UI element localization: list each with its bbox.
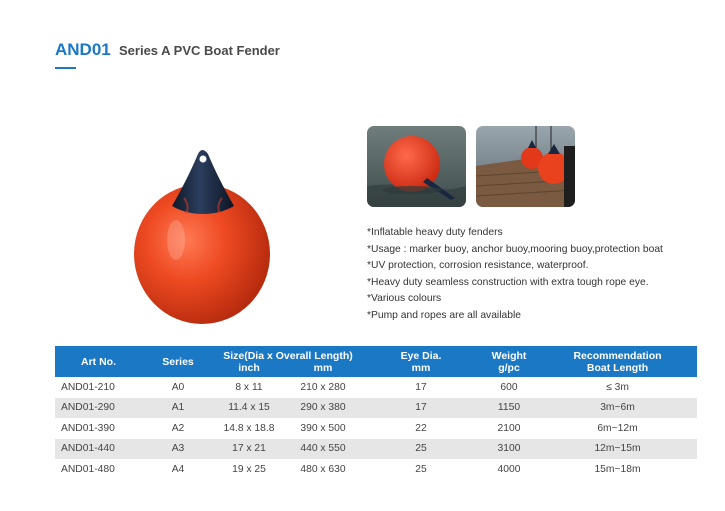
cell-weight: 2100	[480, 418, 538, 439]
header-weight-label: Weight	[491, 349, 527, 362]
cell-art-no: AND01-290	[55, 398, 142, 419]
cell-boat-length: 15m~18m	[538, 459, 697, 480]
feature-item: *Various colours	[367, 293, 442, 305]
cell-boat-length: 3m~6m	[538, 398, 697, 419]
cell-size-mm: 390 x 500	[284, 418, 362, 439]
cell-eye-dia: 22	[362, 418, 480, 439]
cell-series: A2	[142, 418, 214, 439]
cell-series: A0	[142, 377, 214, 398]
header-recommendation-label: Recommendation	[573, 349, 662, 362]
cell-size-inch: 8 x 11	[214, 377, 284, 398]
table-row	[55, 377, 697, 398]
header-eye-unit: mm	[411, 361, 431, 374]
header-size-mm: mm	[313, 361, 333, 374]
cell-size-mm: 440 x 550	[284, 439, 362, 460]
table-row	[55, 398, 697, 419]
cell-size-inch: 17 x 21	[214, 439, 284, 460]
cell-art-no: AND01-440	[55, 439, 142, 460]
product-code: AND01	[55, 40, 111, 59]
header-size-label: Size(Dia x Overall Length)	[223, 349, 353, 362]
header-size-inch: inch	[238, 361, 260, 374]
buoys-at-dock-photo	[476, 126, 575, 207]
spec-table	[55, 346, 697, 480]
cell-series: A1	[142, 398, 214, 419]
cell-boat-length: ≤ 3m	[538, 377, 697, 398]
cell-size-inch: 14.8 x 18.8	[214, 418, 284, 439]
fender-image	[128, 142, 278, 332]
feature-item: *Inflatable heavy duty fenders	[367, 227, 503, 238]
product-title: Series A PVC Boat Fender	[119, 43, 280, 58]
feature-item: *UV protection, corrosion resistance, waterproof.	[367, 260, 589, 272]
header-eye-dia	[362, 346, 480, 377]
header-eye-label: Eye Dia.	[400, 349, 442, 362]
cell-weight: 4000	[480, 459, 538, 480]
cell-art-no: AND01-480	[55, 459, 142, 480]
cell-size-mm: 290 x 380	[284, 398, 362, 419]
header-boat-length: Boat Length	[586, 361, 649, 374]
feature-item: *Pump and ropes are all available	[367, 309, 521, 321]
header-weight	[480, 346, 538, 377]
cell-eye-dia: 25	[362, 439, 480, 460]
table-row	[55, 459, 697, 480]
header-series: Series	[142, 346, 214, 377]
header-recommendation	[538, 346, 697, 377]
cell-art-no: AND01-390	[55, 418, 142, 439]
cell-size-mm: 480 x 630	[284, 459, 362, 480]
cell-series: A4	[142, 459, 214, 480]
header-art-no: Art No.	[55, 346, 142, 377]
cell-size-inch: 11.4 x 15	[214, 398, 284, 419]
header-size	[214, 346, 362, 377]
table-row	[55, 418, 697, 439]
cell-eye-dia: 17	[362, 377, 480, 398]
table-row	[55, 439, 697, 460]
feature-item: *Usage : marker buoy, anchor buoy,mooring buoy,protection boat	[367, 243, 663, 255]
cell-weight: 3100	[480, 439, 538, 460]
buoy-on-water-photo	[367, 126, 466, 207]
cell-art-no: AND01-210	[55, 377, 142, 398]
table-header-row	[55, 346, 697, 377]
title-underline	[55, 67, 76, 69]
cell-eye-dia: 25	[362, 459, 480, 480]
cell-eye-dia: 17	[362, 398, 480, 419]
cell-size-mm: 210 x 280	[284, 377, 362, 398]
feature-list	[367, 225, 663, 325]
header-weight-unit: g/pc	[498, 361, 520, 374]
cell-size-inch: 19 x 25	[214, 459, 284, 480]
feature-item: *Heavy duty seamless construction with extra tough rope eye.	[367, 276, 649, 288]
cell-weight: 1150	[480, 398, 538, 419]
cell-boat-length: 6m~12m	[538, 418, 697, 439]
cell-series: A3	[142, 439, 214, 460]
cell-weight: 600	[480, 377, 538, 398]
cell-boat-length: 12m~15m	[538, 439, 697, 460]
